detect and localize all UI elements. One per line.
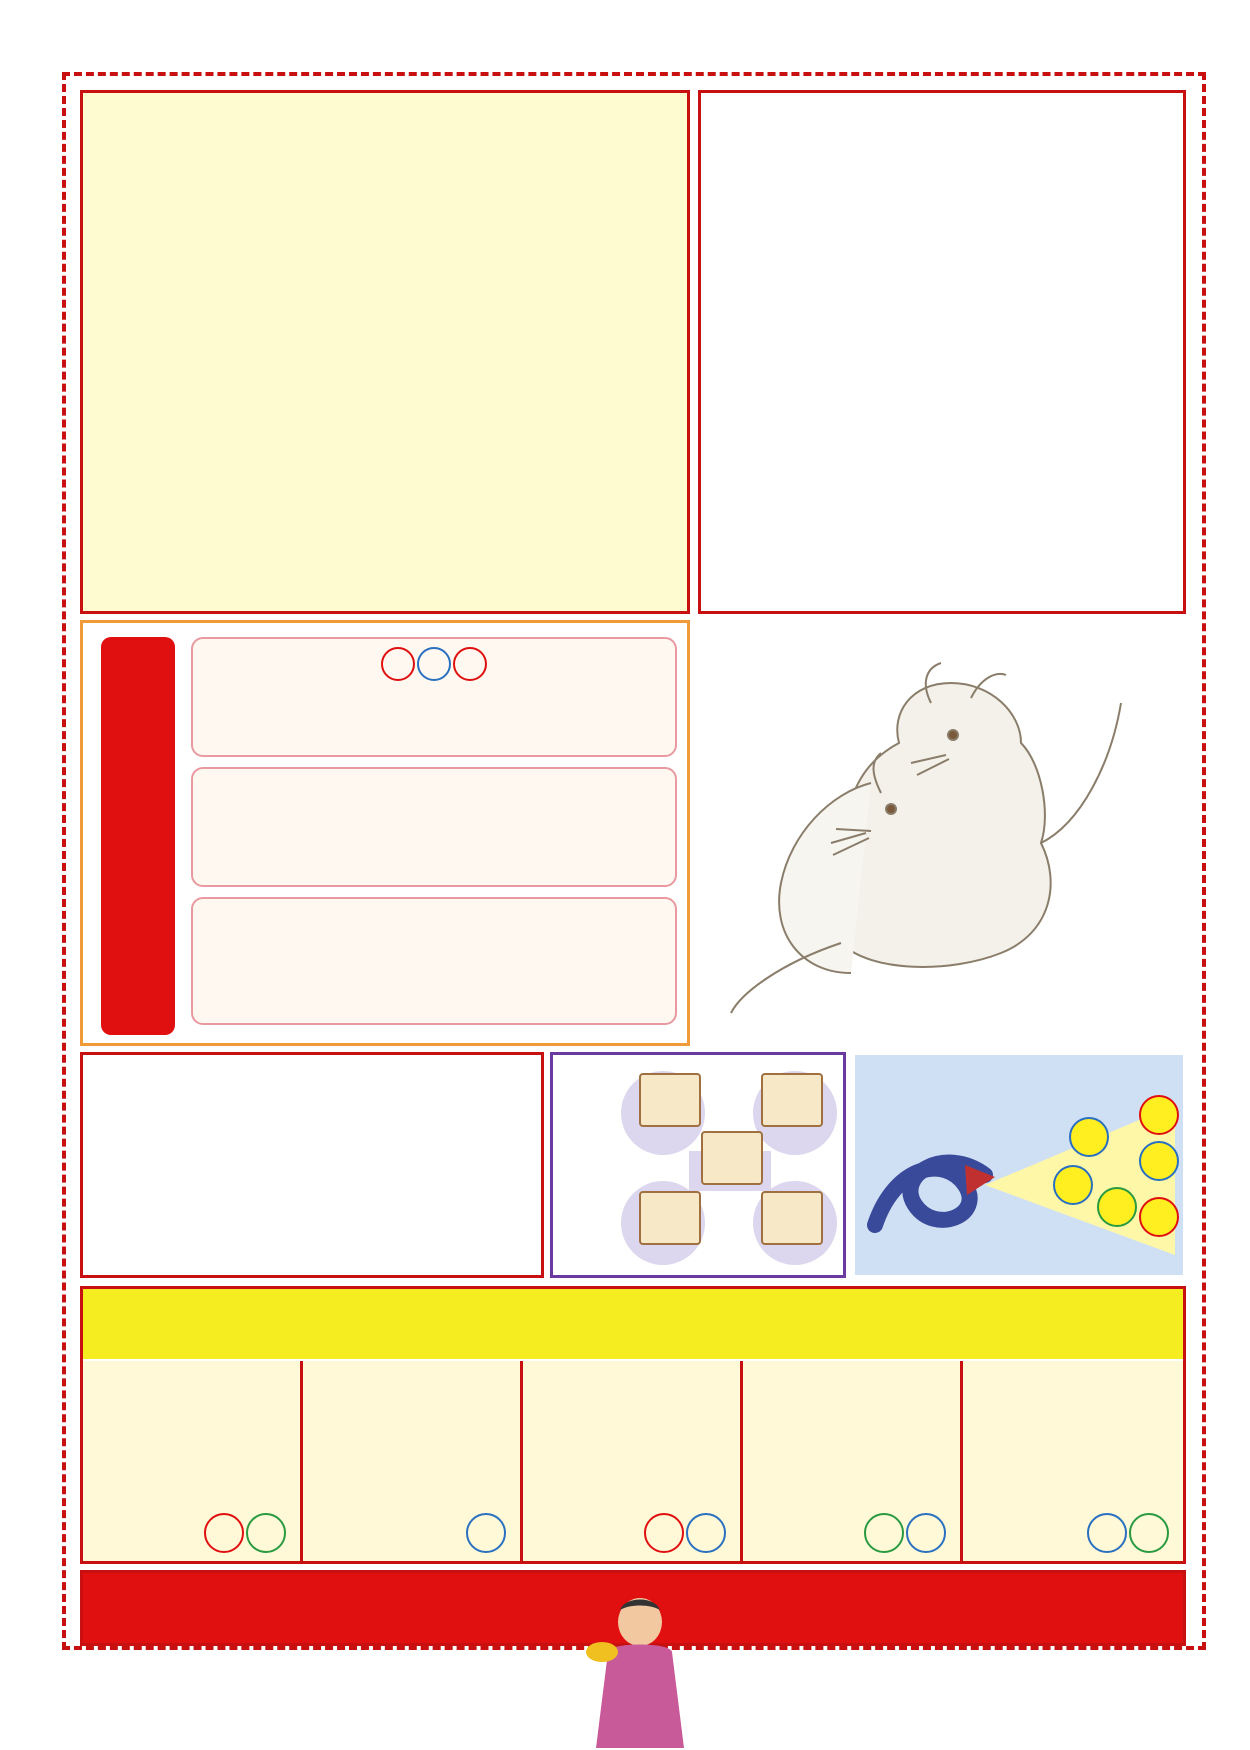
tip-box-1 [191, 637, 677, 757]
tip-box-2 [191, 767, 677, 887]
door-column [83, 1361, 303, 1561]
zodiac-ox-card [639, 1073, 701, 1127]
number-ball [417, 647, 451, 681]
door-column [743, 1361, 963, 1561]
door-column [963, 1361, 1183, 1561]
door-column [303, 1361, 523, 1561]
rat-illustration [721, 643, 1141, 1023]
number-ball [1097, 1187, 1137, 1227]
number-ball [204, 1513, 244, 1553]
number-ball [381, 647, 415, 681]
number-ball [906, 1513, 946, 1553]
promo-panel [80, 1286, 1186, 1564]
tip-box-1-head [193, 647, 675, 687]
number-ball [644, 1513, 684, 1553]
door-balls [1085, 1513, 1169, 1553]
tip-box-3 [191, 897, 677, 1025]
zodiac-horse-card [639, 1191, 701, 1245]
number-ball [1139, 1197, 1179, 1237]
number-ball [1129, 1513, 1169, 1553]
door-balls [642, 1513, 726, 1553]
dragon-illustration [855, 1105, 1185, 1255]
door-balls [202, 1513, 286, 1553]
number-ball [1053, 1165, 1093, 1205]
right-border [1212, 68, 1250, 1680]
door-column [523, 1361, 743, 1561]
mascot-child-figure [580, 1592, 700, 1748]
number-ball [1087, 1513, 1127, 1553]
tongzi-panel [80, 620, 690, 1046]
door-balls [464, 1513, 506, 1553]
zodiac-rat-card [701, 1131, 763, 1185]
zodiac-goat-card [761, 1191, 823, 1245]
promo-band [83, 1289, 1183, 1359]
door-balls [862, 1513, 946, 1553]
number-ball [864, 1513, 904, 1553]
number-ball [246, 1513, 286, 1553]
number-ball [1139, 1095, 1179, 1135]
number-ball [1069, 1117, 1109, 1157]
rat-panel [698, 620, 1186, 1046]
tongzi-side-title [101, 637, 175, 1035]
number-ball [686, 1513, 726, 1553]
zodiac-rooster-card [761, 1073, 823, 1127]
bagua-wheel [753, 171, 1123, 541]
number-ball [453, 647, 487, 681]
number-ball [1139, 1141, 1179, 1181]
bottom-border [14, 1684, 924, 1714]
top-border [14, 36, 1236, 66]
zodiac-reveal-panel [550, 1052, 846, 1278]
poem-panel [80, 90, 690, 614]
dragon-panel [852, 1052, 1186, 1278]
left-border [20, 68, 58, 1680]
number-ball [466, 1513, 506, 1553]
bagua-panel [698, 90, 1186, 614]
zodiac-poem-panel [80, 1052, 544, 1278]
